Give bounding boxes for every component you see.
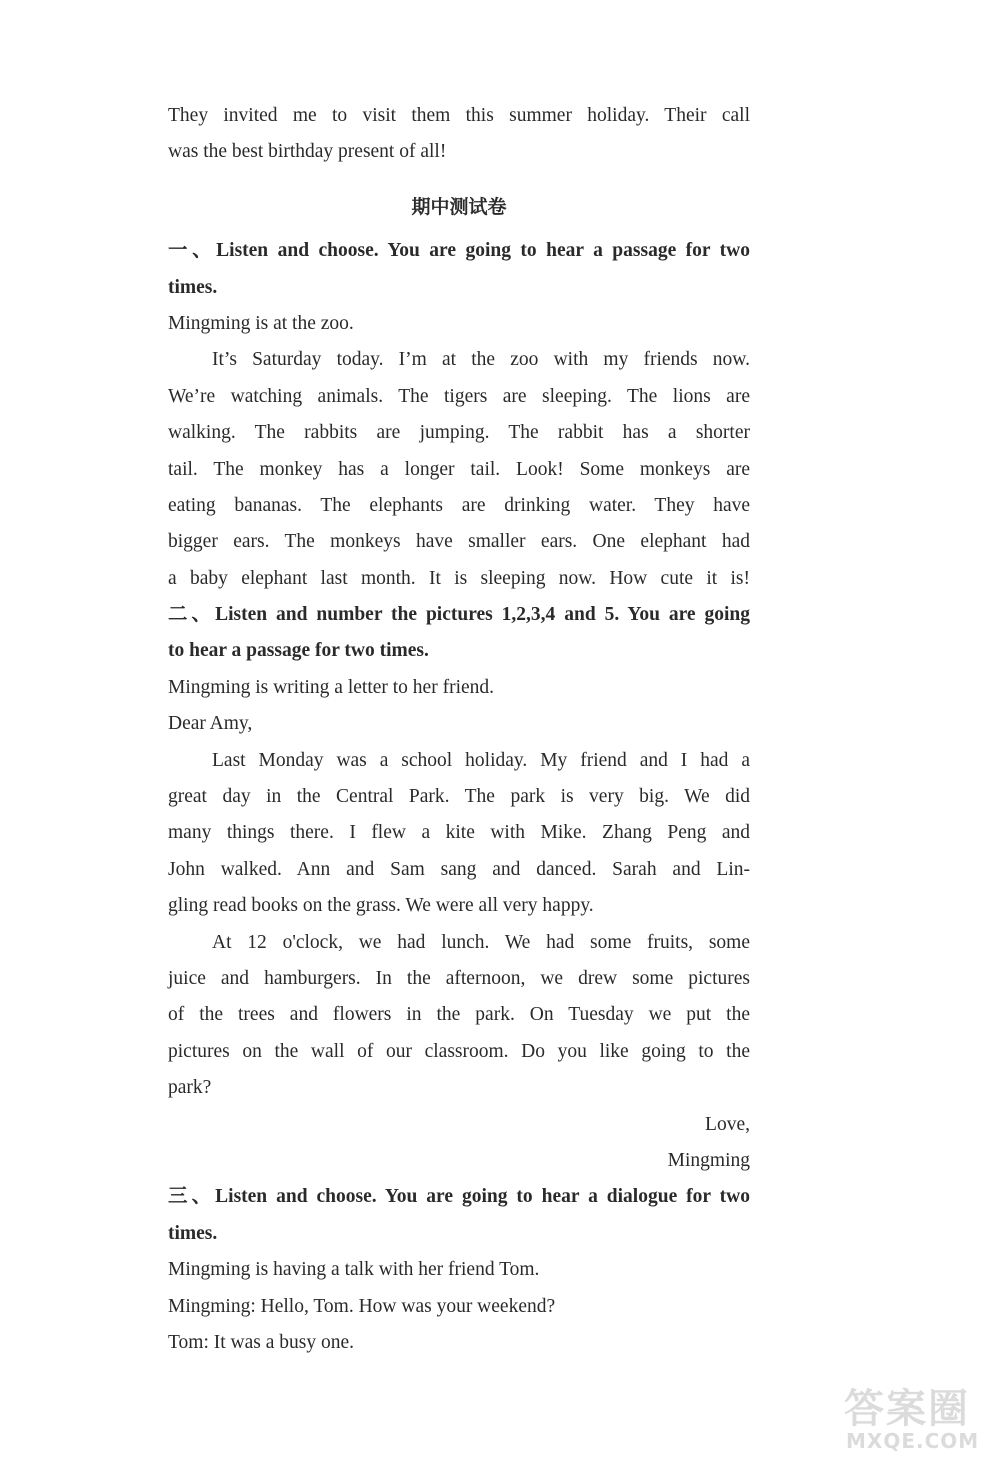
- letter-greeting: Dear Amy,: [168, 713, 253, 735]
- dialogue-line: Tom: It was a busy one.: [168, 1331, 355, 1353]
- section2-heading-line-1: 二、Listen and number the pictures 1,2,3,4 and 5. You are going: [168, 604, 750, 626]
- section1-paragraph-line: bigger ears. The monkeys have smaller ears. One elephant had: [168, 531, 750, 553]
- section1-heading-line-2: times.: [168, 276, 218, 298]
- letter-paragraph2-line: park?: [168, 1077, 212, 1099]
- watermark-logo: [836, 1373, 980, 1463]
- letter-closing: Love,: [705, 1113, 750, 1135]
- letter-paragraph2-line: At 12 o'clock, we had lunch. We had some fruits, some: [212, 931, 750, 953]
- page-title: 期中测试卷: [411, 195, 507, 218]
- section3-heading-line-2: times.: [168, 1222, 218, 1244]
- letter-paragraph1-line: gling read books on the grass. We were all very happy.: [168, 895, 594, 917]
- letter-paragraph1-line: Last Monday was a school holiday. My friend and I had a: [212, 749, 750, 771]
- section3-intro: Mingming is having a talk with her friend Tom.: [168, 1259, 540, 1281]
- letter-paragraph2-line: juice and hamburgers. In the afternoon, we drew some pictures: [168, 967, 750, 989]
- section2-intro: Mingming is writing a letter to her friend.: [168, 676, 495, 698]
- letter-paragraph1-line: John walked. Ann and Sam sang and danced. Sarah and Lin-: [168, 858, 750, 880]
- section3-heading-line-1: 三、Listen and choose. You are going to hear a dialogue for two: [168, 1186, 750, 1208]
- section1-paragraph-line: We’re watching animals. The tigers are sleeping. The lions are: [168, 385, 750, 407]
- dialogue-line: Mingming: Hello, Tom. How was your weekend?: [168, 1295, 556, 1317]
- letter-paragraph1-line: many things there. I flew a kite with Mike. Zhang Peng and: [168, 822, 750, 844]
- section1-paragraph-line: It’s Saturday today. I’m at the zoo with my friends now.: [212, 349, 750, 371]
- letter-paragraph1-line: great day in the Central Park. The park is very big. We did: [168, 786, 750, 808]
- section1-paragraph-line: tail. The monkey has a longer tail. Look! Some monkeys are: [168, 458, 750, 480]
- document-page: [168, 98, 750, 1361]
- letter-paragraph2-line: of the trees and flowers in the park. On Tuesday we put the: [168, 1004, 750, 1026]
- letter-signature: Mingming: [667, 1149, 750, 1171]
- watermark-logo-text: 答案圈: [844, 1386, 970, 1432]
- section1-paragraph-line: walking. The rabbits are jumping. The rabbit has a shorter: [168, 422, 750, 444]
- section1-paragraph-line: a baby elephant last month. It is sleeping now. How cute it is!: [168, 567, 750, 589]
- watermark-site-text: MXQE.COM: [846, 1429, 980, 1453]
- intro-line-1: They invited me to visit them this summer holiday. Their call: [168, 105, 750, 126]
- letter-paragraph2-line: pictures on the wall of our classroom. Do you like going to the: [168, 1040, 750, 1062]
- intro-line-2: was the best birthday present of all!: [168, 141, 447, 163]
- section2-heading-line-2: to hear a passage for two times.: [168, 640, 429, 662]
- section1-intro: Mingming is at the zoo.: [168, 312, 354, 334]
- section1-paragraph-line: eating bananas. The elephants are drinking water. They have: [168, 494, 750, 516]
- section1-heading-line-1: 一、Listen and choose. You are going to hear a passage for two: [168, 240, 750, 262]
